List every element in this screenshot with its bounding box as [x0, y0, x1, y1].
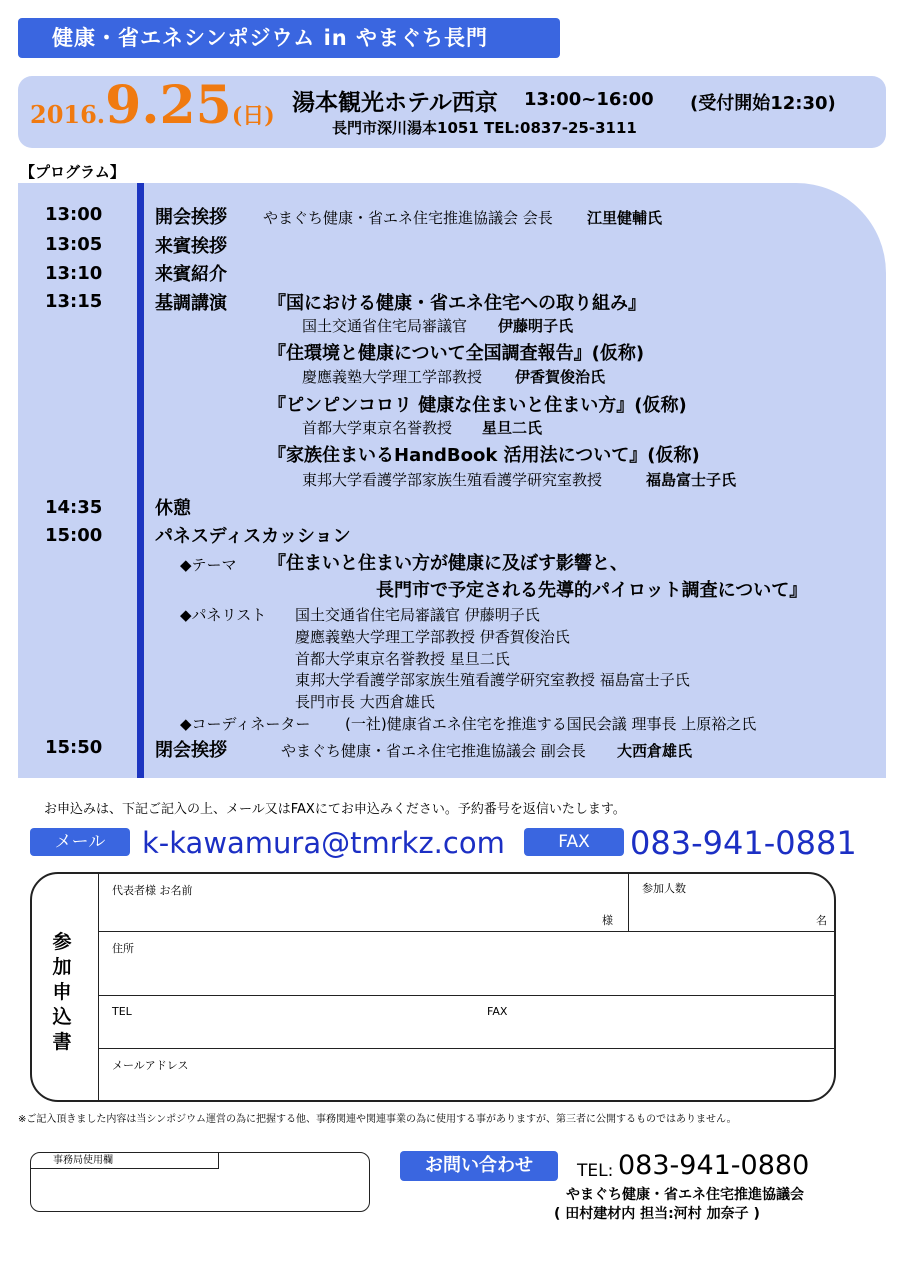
- form-title-char: 申: [52, 981, 72, 1003]
- event-year: 2016.: [30, 100, 106, 129]
- lecture-1-org: 国土交通省住宅局審議官: [302, 317, 468, 335]
- tel-label: TEL: [112, 1005, 132, 1018]
- contact-tel-label: TEL:: [577, 1161, 614, 1181]
- lecture-2-title: [268, 339, 644, 365]
- lecture-4-suffix: (仮称): [647, 445, 700, 466]
- lecture-4-org: 東邦大学看護学部家族生殖看護学研究室教授: [302, 471, 603, 489]
- office-use-box: [30, 1152, 370, 1212]
- fax-field-label: FAX: [487, 1005, 508, 1018]
- rest-title: 休憩: [155, 498, 191, 519]
- organization-name: やまぐち健康・省エネ住宅推進協議会: [566, 1187, 804, 1203]
- form-divider: [98, 874, 99, 1102]
- form-vertical-title: [50, 930, 74, 1055]
- panelists-label: ◆パネリスト: [180, 606, 267, 624]
- guest-intro-time: 13:10: [45, 263, 103, 284]
- lecture-1-title: 『国における健康・省エネ住宅への取り組み』: [268, 293, 646, 314]
- mail-label: メール: [30, 828, 130, 856]
- form-title-char: 加: [52, 956, 72, 978]
- lecture-4-title-text: 『家族住まいるHandBook 活用法について』: [268, 445, 648, 466]
- panel-theme-line-2: 長門市で予定される先導的パイロット調査について』: [376, 580, 808, 601]
- panelist-item: 慶應義塾大学理工学部教授 伊香賀俊治氏: [295, 628, 570, 646]
- event-date: [30, 75, 275, 136]
- event-time: 13:00~16:00: [524, 89, 654, 110]
- lecture-4-name: 福島富士子氏: [646, 471, 737, 489]
- form-divider: [98, 995, 836, 996]
- contact-tel-number: 083-941-0880: [618, 1150, 810, 1181]
- closing-title: 閉会挨拶: [155, 740, 227, 761]
- form-divider: [98, 931, 836, 932]
- reception-time: (受付開始12:30): [690, 93, 836, 114]
- keynote-time: 13:15: [45, 291, 103, 312]
- form-divider: [628, 874, 629, 932]
- fax-label: FAX: [524, 828, 624, 856]
- office-use-label: 事務局使用欄: [31, 1153, 219, 1169]
- guest-intro-title: 来賓紹介: [155, 264, 227, 285]
- lecture-2-name: 伊香賀俊治氏: [515, 368, 606, 386]
- application-note: お申込みは、下記ご記入の上、メール又はFAXにてお申込みください。予約番号を返信いたします。: [44, 802, 626, 817]
- panel-title: パネスディスカッション: [155, 526, 351, 547]
- organization-contact: ( 田村建材内 担当:河村 加奈子 ): [554, 1206, 760, 1222]
- keynote-title: 基調講演: [155, 293, 227, 314]
- lecture-2-org: 慶應義塾大学理工学部教授: [302, 368, 483, 386]
- lecture-1-name: 伊藤明子氏: [498, 317, 574, 335]
- program-heading: 【プログラム】: [20, 163, 125, 181]
- guest-greeting-time: 13:05: [45, 234, 103, 255]
- form-title-char: 書: [52, 1031, 72, 1053]
- fax-number: 083-941-0881: [630, 824, 857, 862]
- opening-speaker-org: やまぐち健康・省エネ住宅推進協議会 会長: [263, 209, 553, 227]
- panelist-item: 首都大学東京名誉教授 星旦二氏: [295, 650, 510, 668]
- lecture-2-title-text: 『住環境と健康について全国調査報告』: [268, 343, 592, 364]
- closing-time: 15:50: [45, 737, 103, 758]
- opening-title: 開会挨拶: [155, 207, 227, 228]
- lecture-3-org: 首都大学東京名誉教授: [302, 419, 453, 437]
- email-label: メールアドレス: [112, 1059, 189, 1072]
- page-title: 健康・省エネシンポジウム in やまぐち長門: [18, 18, 560, 58]
- panelist-item: 東邦大学看護学部家族生殖看護学研究室教授 福島富士子氏: [295, 671, 690, 689]
- participants-unit: 名: [816, 914, 827, 927]
- coordinator-label: ◆コーディネーター: [180, 715, 311, 733]
- mail-address-link[interactable]: k-kawamura@tmrkz.com: [142, 826, 505, 860]
- lecture-2-suffix: (仮称): [591, 343, 645, 364]
- closing-speaker-name: 大西倉雄氏: [617, 742, 693, 760]
- honorific-suffix: 様: [602, 914, 613, 927]
- inquiry-label: お問い合わせ: [400, 1151, 558, 1181]
- form-divider: [98, 1048, 836, 1049]
- application-form: [30, 872, 836, 1102]
- opening-time: 13:00: [45, 204, 103, 225]
- opening-speaker-name: 江里健輔氏: [587, 209, 663, 227]
- venue-name: 湯本観光ホテル西京: [292, 90, 498, 116]
- form-title-char: 込: [52, 1006, 72, 1028]
- lecture-3-name: 星旦二氏: [482, 419, 543, 437]
- event-weekday: (日): [231, 103, 275, 129]
- coordinator-name: (一社)健康省エネ住宅を推進する国民会議 理事長 上原裕之氏: [345, 715, 757, 733]
- lecture-3-title: [268, 391, 687, 417]
- panel-theme-line-1: 『住まいと住まい方が健康に及ぼす影響と、: [268, 553, 628, 574]
- panel-theme-label: ◆テーマ: [180, 556, 237, 574]
- event-month-day: 9.25: [105, 75, 232, 136]
- rest-time: 14:35: [45, 497, 103, 518]
- panel-time: 15:00: [45, 525, 103, 546]
- panelist-item: 国土交通省住宅局審議官 伊藤明子氏: [295, 606, 540, 624]
- lecture-3-title-text: 『ピンピンコロリ 健康な住まいと住まい方』: [268, 395, 635, 416]
- venue-address: 長門市深川湯本1051 TEL:0837-25-3111: [332, 119, 637, 137]
- program-divider: [137, 183, 144, 778]
- lecture-4-title: [268, 441, 700, 467]
- guest-greeting-title: 来賓挨拶: [155, 236, 227, 257]
- privacy-disclaimer: ※ご記入頂きました内容は当シンポジウム運営の為に把握する他、事務関連や関連事業の為に使用する事がありますが、第三者に公開するものではありません。: [18, 1114, 737, 1125]
- panelist-item: 長門市長 大西倉雄氏: [295, 693, 435, 711]
- representative-label: 代表者様 お名前: [112, 884, 193, 897]
- lecture-3-suffix: (仮称): [634, 395, 687, 416]
- address-label: 住所: [112, 942, 134, 955]
- closing-speaker-org: やまぐち健康・省エネ住宅推進協議会 副会長: [281, 742, 586, 760]
- form-title-char: 参: [52, 931, 72, 953]
- participants-label: 参加人数: [642, 882, 686, 895]
